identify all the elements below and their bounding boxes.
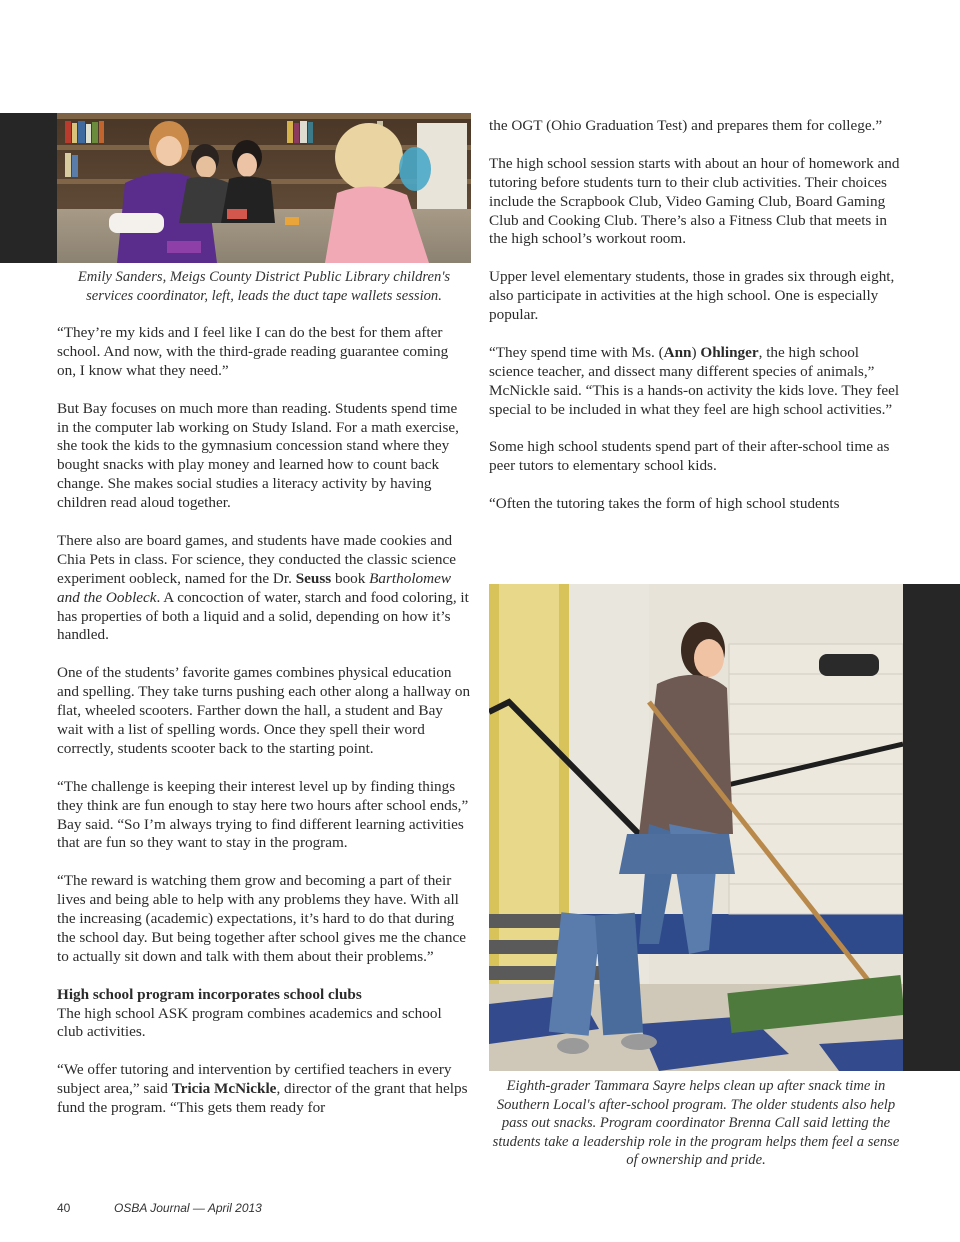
text-run: book	[331, 569, 370, 587]
paragraph: One of the students’ favorite games combines physical education and spelling. They take turns pushing each other along a hallway on flat, wheeled scooters. Farther down the hall, a student and Bay wait with a list of spelling words. Once they spell their word correctly, students scooter back to the starting point.	[57, 664, 471, 757]
photo-student-sweeping	[489, 584, 903, 1071]
bold-name: Ohlinger	[700, 343, 759, 361]
paragraph	[57, 1061, 471, 1118]
text-run: , director of the grant that helps fund the program. “This gets them ready for	[57, 1080, 468, 1117]
paragraph	[57, 986, 471, 1043]
text-run: There also are board games, and students have made cookies and Chia Pets in class. For science, they conducted the classic science experiment oobleck, named for the Dr.	[57, 531, 456, 587]
paragraph: “The reward is watching them grow and becoming a part of their lives and being able to help with any problems they have. With all the increasing (academic) expectations, it’s hard to do that during the school day. But being together after school gives me the chance to actually sit down and talk with them about their problems.”	[57, 872, 466, 965]
photo2-caption: Eighth-grader Tammara Sayre helps clean up after snack time in Southern Local's after-school program. The older students also help pass out snacks. Program coordinator Brenna Call said letting the students take a leadership role in the program helps them feel a sense of ownership and pride.	[492, 1078, 900, 1169]
text-run: , the high school science teacher, and dissect many different species of animals,” McNickle said. “This is a hands-on activity the kids love. They feel special to be included in what they feel are high school activities.”	[489, 343, 900, 418]
paragraph: “Often the tutoring takes the form of high school students	[489, 495, 840, 513]
paragraph	[489, 344, 903, 420]
paragraph: the OGT (Ohio Graduation Test) and prepares them for college.”	[489, 117, 883, 134]
text-run: The high school ASK program combines academics and school club activities.	[57, 1004, 442, 1041]
paragraph: “The challenge is keeping their interest level up by finding things they think are fun enough to stay here two hours after school ends,” Bay said. “So I’m always trying to find different learning activities that are fun so they want to stay in the program.	[57, 777, 469, 852]
paragraph	[57, 532, 471, 645]
text-run: . A concoction of water, starch and food coloring, it has properties of both a liquid and a solid, depending on how it’s handled.	[57, 588, 469, 644]
paragraph: Upper level elementary students, those in grades six through eight, also participate in activities at the high school. One is especially popular.	[489, 268, 895, 324]
page-footer	[57, 1201, 262, 1215]
photo1-caption: Emily Sanders, Meigs County District Public Library children's services coordinator, left, leads the duct tape wallets session.	[77, 269, 451, 304]
text-run: “They spend time with Ms. (	[489, 343, 664, 361]
left-dark-bar	[0, 113, 57, 263]
bold-name: Tricia McNickle	[171, 1080, 277, 1098]
paragraph: But Bay focuses on much more than reading. Students spend time in the computer lab working on Study Island. For a math exercise, she took the kids to the gymnasium concession stand where they bought snacks with play money and learned how to count back change. She makes social studies a literacy activity by having children read aloud together.	[57, 399, 459, 512]
photo-duct-tape-session	[57, 113, 471, 263]
text-run: “We offer tutoring and intervention by certified teachers in every subject area,” said	[57, 1061, 452, 1098]
right-column	[489, 117, 903, 514]
left-column	[57, 324, 471, 1118]
paragraph: “They’re my kids and I feel like I can do the best for them after school. And now, with the third-grade reading guarantee coming on, I know what they need.”	[57, 324, 449, 379]
section-heading: High school program incorporates school clubs	[57, 985, 362, 1003]
book-title: Bartholomew and the Oobleck	[57, 569, 451, 606]
right-dark-bar	[903, 584, 960, 1071]
journal-name: OSBA Journal — April 2013	[114, 1201, 262, 1215]
bold-name: Ann	[663, 343, 692, 361]
paragraph: Some high school students spend part of their after-school time as peer tutors to elementary school kids.	[489, 438, 890, 475]
paragraph: The high school session starts with about an hour of homework and tutoring before students turn to their club activities. Their choices include the Scrapbook Club, Video Gaming Club, Board Gaming Club and Cooking Club. There’s also a Fitness Club that meets in the high school’s workout room.	[489, 154, 900, 248]
text-run: )	[691, 343, 701, 361]
bold-name: Seuss	[295, 569, 332, 587]
page-number: 40	[57, 1201, 71, 1215]
